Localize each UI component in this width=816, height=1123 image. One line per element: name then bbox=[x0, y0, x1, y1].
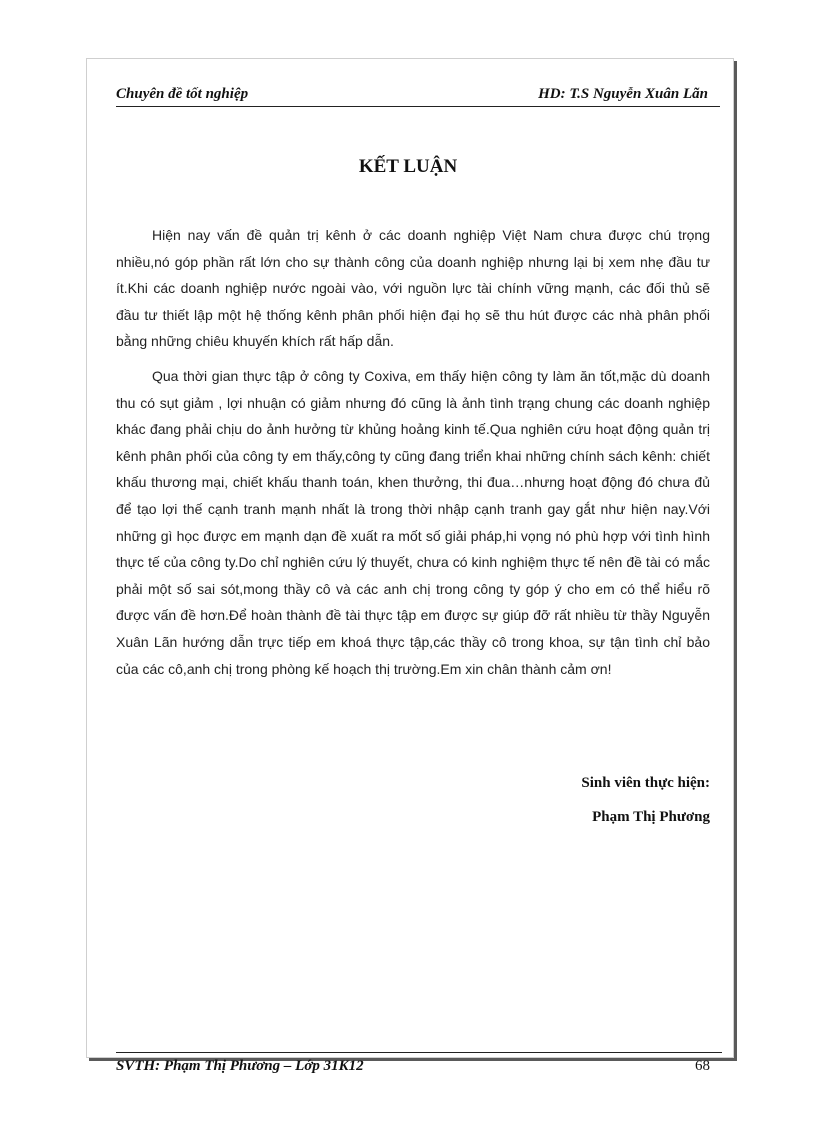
body-text bbox=[116, 222, 710, 690]
page-number: 68 bbox=[695, 1058, 710, 1074]
page-title: KẾT LUẬN bbox=[358, 156, 458, 177]
page-header bbox=[116, 84, 720, 107]
signature-role: Sinh viên thực hiện: bbox=[581, 775, 710, 791]
footer-left-text: SVTH: Phạm Thị Phương – Lớp 31K12 bbox=[116, 1058, 364, 1074]
signature-block bbox=[581, 766, 710, 834]
signature-name: Phạm Thị Phương bbox=[592, 809, 710, 825]
footer-divider bbox=[116, 1052, 722, 1053]
paragraph-2: Qua thời gian thực tập ở công ty Coxiva, em thấy hiện công ty làm ăn tốt,mặc dù doanh thu có sụt giảm , lợi nhuận có giảm nhưng đó cũng là ảnh tình trạng chung các doanh nghiệp khác đang phải chịu do ảnh hưởng từ khủng hoảng kinh tế.Qua nghiên cứu hoạt động quản trị kênh phân phối của công ty em thấy,công ty cũng đang triển khai những chính sách kênh: chiết khấu thương mại, chiết khấu thanh toán, khen thưởng, thi đua…nhưng hoạt động đó chưa đủ để tạo lợi thế cạnh tranh mạnh nhất là trong thời nhập cạnh tranh gay gắt như hiện nay.Với những gì học được em mạnh dạn đề xuất ra mốt số giải pháp,hi vọng nó phù hợp với tình hình thực tế của công ty.Do chỉ nghiên cứu lý thuyết, chưa có kinh nghiệm thực tế nên đề tài có mắc phải một số sai sót,mong thầy cô và các anh chị trong công ty góp ý cho em có thể hiểu rõ được vấn đề hơn.Để hoàn thành đề tài thực tập em được sự giúp đỡ rất nhiều từ thầy Nguyễn Xuân Lãn hướng dẫn trực tiếp em khoá thực tập,các thầy cô trong khoa, sự tận tình chỉ bảo của các cô,anh chị trong phòng kế hoạch thị trường.Em xin chân thành cảm ơn! bbox=[116, 367, 710, 677]
header-right-text: HD: T.S Nguyễn Xuân Lãn bbox=[538, 86, 708, 102]
header-left-text: Chuyên đề tốt nghiệp bbox=[116, 86, 249, 102]
paragraph-1: Hiện nay vấn đề quản trị kênh ở các doanh nghiệp Việt Nam chưa được chú trọng nhiều,nó góp phần rất lớn cho sự thành công của doanh nghiệp nhưng lại bị xem nhẹ đầu tư ít.Khi các doanh nghiệp nước ngoài vào, với nguồn lực tài chính vững mạnh, các đối thủ sẽ đầu tư thiết lập một hệ thống kênh phân phối hiện đại họ sẽ thu hút được các nhà phân phối bằng những chiêu khuyến khích rất hấp dẫn. bbox=[116, 227, 710, 350]
